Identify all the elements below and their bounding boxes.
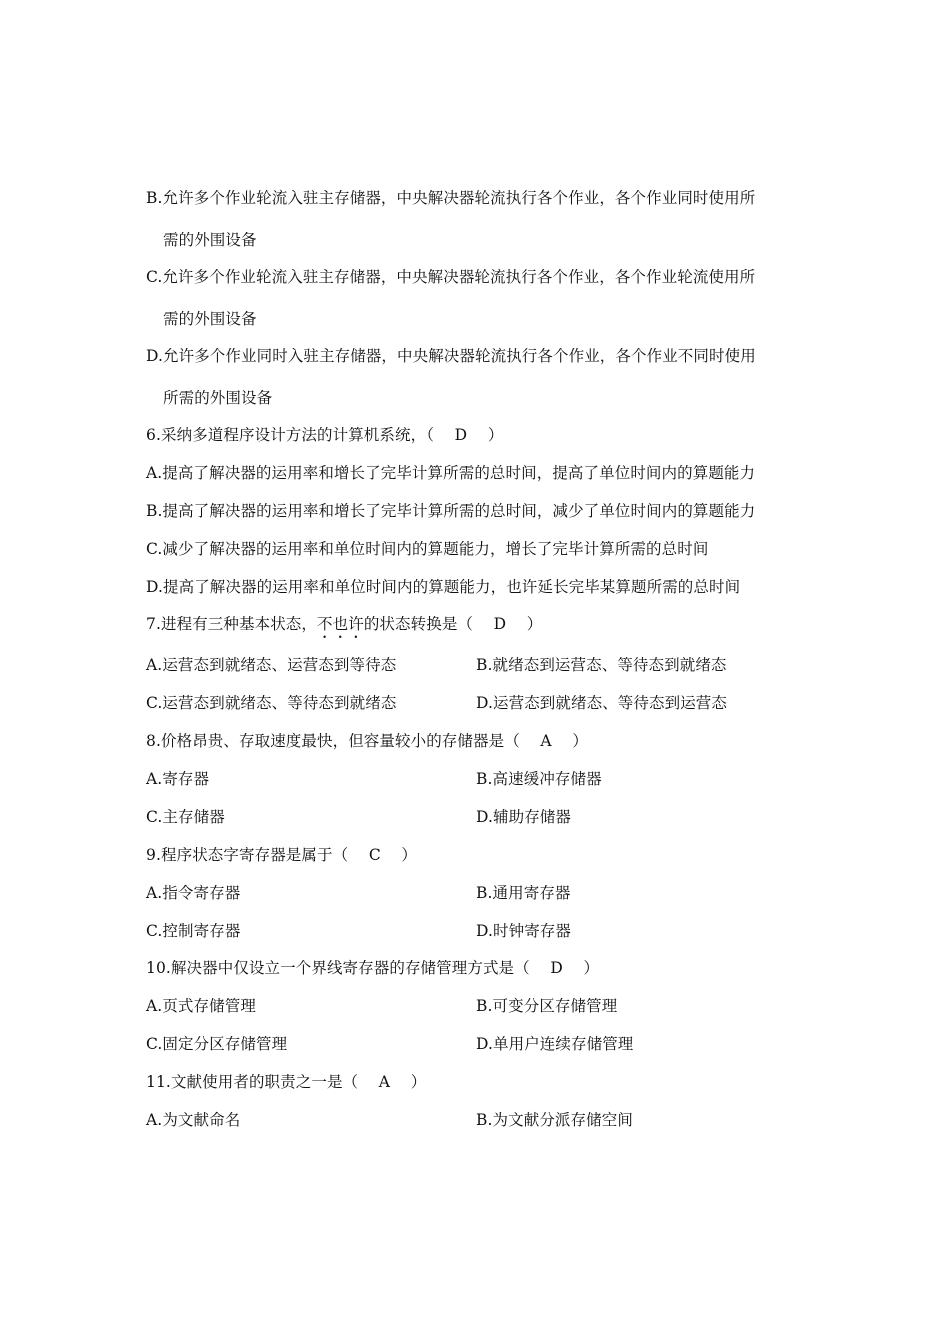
q8-option-a: A.寄存器	[146, 770, 210, 788]
q8-option-c: C.主存储器	[146, 808, 225, 826]
q5-option-d-line1: D.允许多个作业同时入驻主存储器，中央解决器轮流执行各个作业，各个作业不同时使用	[146, 347, 756, 365]
q9-option-c: C.控制寄存器	[146, 922, 241, 940]
q5-option-b-line2: 需的外围设备	[163, 231, 257, 249]
q10-option-d: D.单用户连续存储管理	[476, 1035, 634, 1053]
q7-text-prefix: 7.进程有三种基本状态，	[146, 615, 317, 633]
q9-option-b: B.通用寄存器	[476, 884, 571, 902]
question-10: 10.解决器中仅设立一个界线寄存器的存储管理方式是（ D ）	[146, 959, 600, 977]
q7-option-c: C.运营态到就绪态、等待态到就绪态	[146, 694, 397, 712]
q5-option-d-line2: 所需的外围设备	[163, 389, 273, 407]
q5-option-c-line2: 需的外围设备	[163, 310, 257, 328]
q5-option-c-line1: C.允许多个作业轮流入驻主存储器，中央解决器轮流执行各个作业，各个作业轮流使用所	[146, 268, 756, 286]
q9-option-a: A.指令寄存器	[146, 884, 241, 902]
q6-option-a: A.提高了解决器的运用率和增长了完毕计算所需的总时间，提高了单位时间内的算题能力	[146, 464, 756, 482]
q11-option-b: B.为文献分派存储空间	[476, 1111, 633, 1129]
q7-option-d: D.运营态到就绪态、等待态到运营态	[476, 694, 728, 712]
question-6: 6.采纳多道程序设计方法的计算机系统，（ D ）	[146, 426, 504, 444]
question-8: 8.价格昂贵、存取速度最快，但容量较小的存储器是（ A ）	[146, 732, 588, 750]
q7-option-b: B.就绪态到运营态、等待态到就绪态	[476, 656, 727, 674]
q8-option-d: D.辅助存储器	[476, 808, 572, 826]
q5-option-b-line1: B.允许多个作业轮流入驻主存储器，中央解决器轮流执行各个作业，各个作业同时使用所	[146, 189, 756, 207]
q7-option-a: A.运营态到就绪态、运营态到等待态	[146, 656, 397, 674]
q10-option-c: C.固定分区存储管理	[146, 1035, 288, 1053]
q7-emphasis: 不也许	[317, 615, 364, 633]
q10-option-b: B.可变分区存储管理	[476, 997, 618, 1015]
q6-option-b: B.提高了解决器的运用率和增长了完毕计算所需的总时间，减少了单位时间内的算题能力	[146, 502, 756, 520]
question-7	[146, 614, 542, 642]
q9-option-d: D.时钟寄存器	[476, 922, 572, 940]
q8-option-b: B.高速缓冲存储器	[476, 770, 602, 788]
q11-option-a: A.为文献命名	[146, 1111, 241, 1129]
q6-option-d: D.提高了解决器的运用率和单位时间内的算题能力，也许延长完毕某算题所需的总时间	[146, 578, 741, 596]
question-11: 11.文献使用者的职责之一是（ A ）	[146, 1073, 427, 1091]
question-9: 9.程序状态字寄存器是属于（ C ）	[146, 846, 418, 864]
q10-option-a: A.页式存储管理	[146, 997, 256, 1015]
q7-text-suffix: 的状态转换是（ D ）	[363, 615, 543, 633]
q6-option-c: C.减少了解决器的运用率和单位时间内的算题能力，增长了完毕计算所需的总时间	[146, 540, 709, 558]
